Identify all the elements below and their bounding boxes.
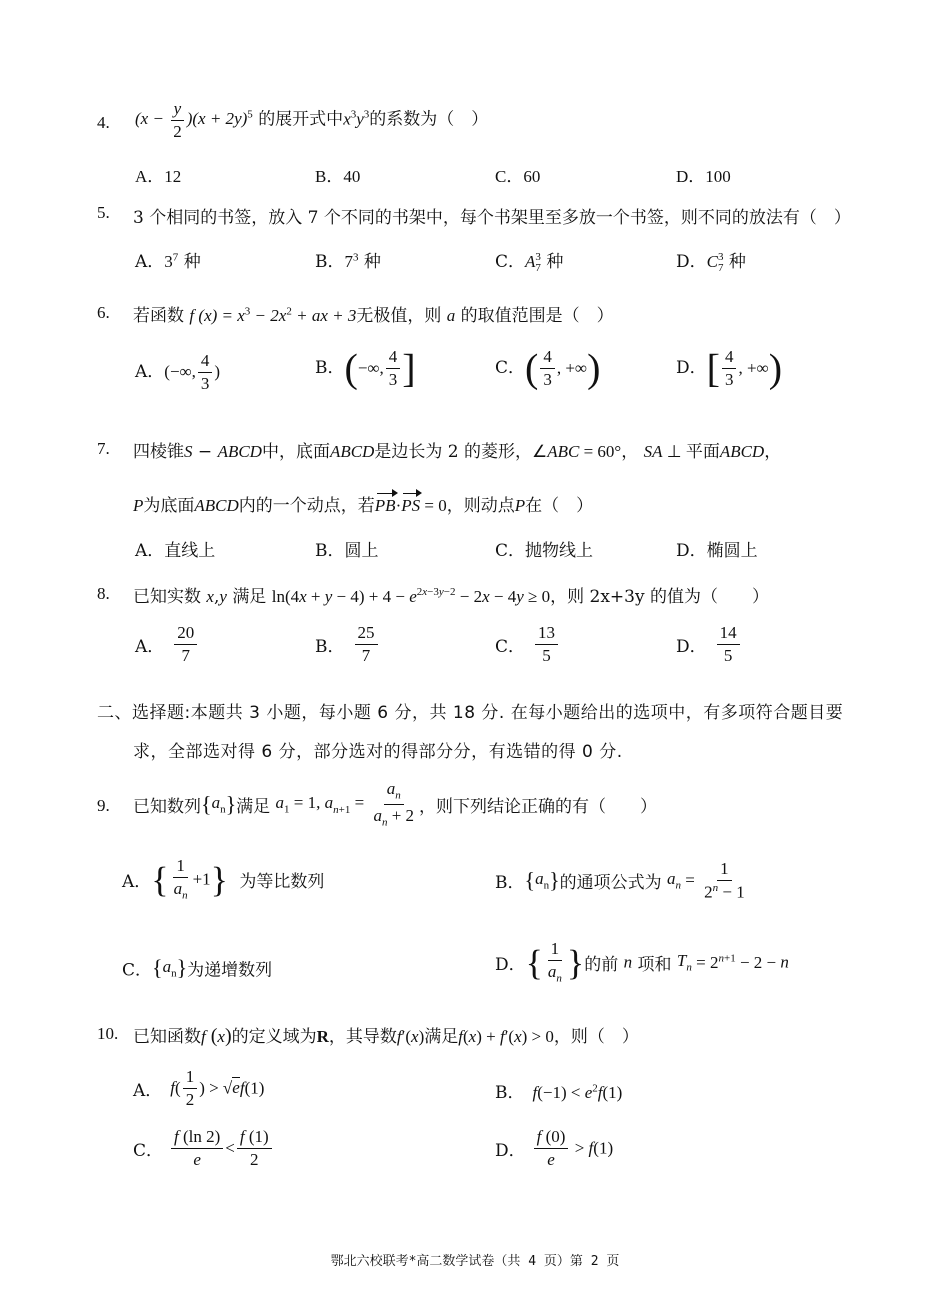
q6-number: 6.: [97, 303, 110, 322]
q9-text-b: 的通项公式为: [559, 873, 662, 894]
q9-stem-pre: 已知数列: [133, 796, 201, 817]
section2-line2: 求，全部选对得 6 分，部分选对的得部分分，有选错的得 0 分.: [133, 742, 623, 762]
q7-stem-line1: 四棱锥S − ABCD中，底面ABCD是边长为 2 的菱形，∠ABC = 60°， SA ⊥ 平面ABCD，: [133, 442, 782, 462]
q5-unit-b: 种: [363, 252, 381, 272]
q5-label-c: C．: [495, 252, 526, 272]
q8-label-b: B．: [315, 636, 345, 657]
q6-label-b: B．: [315, 357, 345, 378]
q7-text-a: 四棱锥: [133, 442, 184, 462]
q7-option-b[interactable]: B．圆上: [315, 541, 379, 561]
q8-b-num: 25: [355, 624, 378, 645]
q7-text-b: 中，底面: [261, 442, 330, 462]
q5-unit-c: 种: [546, 252, 564, 272]
q10-option-a[interactable]: A． f( $\frac{1}{2}$ ) > √ef(1): [133, 1067, 265, 1109]
q10-label-d: D．: [495, 1140, 526, 1161]
q7-text-c: 是边长为 2 的菱形，: [374, 442, 532, 462]
q4-option-b[interactable]: B．40: [315, 167, 361, 186]
q10-label-b: B．: [495, 1083, 525, 1103]
q7-text-h: 内的一个动点，若: [238, 496, 375, 516]
q7-option-d[interactable]: D．椭圆上: [676, 541, 758, 561]
q9-stem-mid: 满足: [236, 796, 271, 817]
q5-option-c[interactable]: C．A 3 7 种: [495, 250, 564, 274]
q7-option-c[interactable]: C．抛物线上: [495, 541, 594, 561]
q4-stem-tail: 的展开式中: [258, 109, 344, 130]
q5-option-a[interactable]: A．$3^7$ 种: [135, 251, 201, 272]
q4-option-d[interactable]: D．100: [676, 167, 731, 186]
q6-stem-pre: 若函数: [133, 306, 184, 326]
q10-text-c: ，其导数: [328, 1027, 397, 1047]
q10-text-d: 满足: [424, 1027, 459, 1047]
q8-label-a: A．: [135, 636, 165, 657]
q6-stem: 若函数 f $(x) = x^3 - 2x^2$ + ax + 3无极值，则 a 的取值范围是（ ）: [133, 305, 614, 326]
q9-option-a[interactable]: A．{ $\frac{1}{a_n}$ +1} 为等比数列: [122, 856, 325, 902]
q7-stem-line2: P为底面ABCD内的一个动点，若PB·PS = 0，则动点P在（ ）: [133, 496, 594, 516]
q6-option-c[interactable]: C．( $\frac{4}{3}$ , +∞): [495, 345, 601, 391]
q8-stem-end: ，则 2x+3y 的值为（ ）: [550, 587, 769, 607]
q8-option-c[interactable]: [495, 624, 560, 665]
q9-text-c: 为递增数列: [187, 960, 273, 981]
q6-function: f $(x) = x^3 - 2x^2$ + ax + 3: [189, 305, 357, 325]
q5-unit-d: 种: [728, 252, 746, 272]
q8-stem: 已知实数 x,y 满足 $\ln(4x + y - 4) + 4 - e^{2x-3y-2} - 2x - 4y \ge 0$，则 2x+3y 的值为（ ）: [133, 586, 769, 607]
q8-option-b[interactable]: [315, 624, 380, 665]
q5-number: 5.: [97, 203, 110, 222]
q9-stem: 已知数列$\{a_n\}$满足 $a_1 = 1$, $a_{n+1}$ = $\frac{a_n}{a_n + 2}$ ，则下列结论正确的有（ ）: [133, 779, 658, 829]
q8-a-den: 7: [181, 645, 191, 665]
q10-label-a: A．: [133, 1080, 163, 1101]
section2-line1: 二、选择题:本题共 3 小题，每小题 6 分，共 18 分. 在每小题给出的选项中，有多项符合题目要: [97, 703, 844, 723]
q8-option-d[interactable]: [676, 624, 742, 665]
q10-option-d[interactable]: D． $\frac{f (0)}{e}$ > f(1): [495, 1127, 614, 1169]
q8-option-a[interactable]: [135, 624, 199, 665]
q9-text-a: 为等比数列: [239, 871, 325, 892]
q6-option-b[interactable]: B．(−∞, $\frac{4}{3}$ ]: [315, 345, 416, 391]
q7-text-e: 平面: [685, 442, 720, 462]
q9-text-d: 的前: [584, 954, 619, 975]
q10-option-c[interactable]: C． $\frac{f (\ln 2)}{e}$ < $\frac{f (1)}{2}$: [133, 1128, 274, 1169]
q9-stem-end: ，则下列结论正确的有（ ）: [419, 796, 658, 817]
q7-number: 7.: [97, 439, 110, 458]
q5-label-a: A．: [135, 252, 165, 272]
q9-text-d2: 项和: [637, 954, 672, 975]
q4-option-c[interactable]: C．60: [495, 167, 541, 186]
q6-label-d: D．: [676, 357, 707, 378]
q9-label-a: A．: [122, 871, 152, 892]
q9-option-b[interactable]: B．$\{a_n\}$的通项公式为 $a_n$ = $\frac{1}{2^n - 1}$: [495, 859, 745, 902]
q10-option-b[interactable]: B． $f(-1) < e^2f(1)$: [495, 1082, 623, 1103]
q6-option-a[interactable]: A．(−∞, $\frac{4}{3}$ ): [135, 351, 221, 393]
q10-text-e: ，则（ ）: [553, 1027, 639, 1047]
q8-stem-mid: 满足: [232, 587, 267, 607]
q4-stem: (x − $\frac{y}{2}$ )$(x + 2y)^5$ 的展开式中$x^3y^3$的系数为（ ）: [135, 99, 489, 141]
q8-stem-pre: 已知实数: [133, 587, 201, 607]
q6-stem-mid: 无极值，则: [356, 306, 442, 326]
q6-label-a: A．: [135, 361, 165, 382]
q7-text-g: 为底面: [143, 496, 195, 516]
q10-number: 10.: [97, 1024, 119, 1043]
q10-label-c: C．: [133, 1140, 164, 1161]
q9-number: 9.: [97, 796, 110, 815]
q8-label-d: D．: [676, 636, 707, 657]
q7-text-d: ，: [621, 442, 639, 462]
q8-d-num: 14: [717, 624, 740, 645]
q4-formula: (x − $\frac{y}{2}$ )$(x + 2y)^5$: [135, 99, 253, 141]
q6-label-c: C．: [495, 357, 526, 378]
q8-b-den: 7: [361, 645, 371, 665]
q6-stem-end: 的取值范围是（ ）: [460, 306, 614, 326]
q4-option-a[interactable]: A．12: [135, 167, 182, 186]
q8-a-num: 20: [174, 624, 197, 645]
page-footer: 鄂北六校联考*高二数学试卷（共 4 页）第 2 页: [330, 1254, 620, 1269]
q8-number: 8.: [97, 584, 110, 603]
q9-label-c: C．: [122, 960, 153, 981]
q4-stem-end: 的系数为（ ）: [369, 109, 489, 130]
q8-label-c: C．: [495, 636, 526, 657]
q7-text-i: ，则动点: [446, 496, 515, 516]
q9-option-c[interactable]: C．$\{a_n\}$为递增数列: [122, 955, 273, 981]
q5-option-d[interactable]: D．C 3 7 种: [676, 250, 746, 274]
q5-stem: 3 个相同的书签，放入 7 个不同的书架中，每个书架里至多放一个书签，则不同的放法有（ ）: [133, 208, 851, 228]
q6-option-d[interactable]: D．[ $\frac{4}{3}$ , +∞): [676, 345, 783, 391]
q8-c-num: 13: [535, 624, 558, 645]
q9-label-b: B．: [495, 873, 525, 894]
q9-label-d: D．: [495, 954, 526, 975]
q10-stem: 已知函数f (x)的定义域为R，其导数f′(x)满足f(x) + f′(x) > 0，则（ ）: [133, 1025, 639, 1047]
q7-text-f: ，: [764, 442, 782, 462]
q10-text-b: 的定义域为: [231, 1027, 317, 1047]
q5-label-d: D．: [676, 252, 707, 272]
q5-unit-a: 种: [183, 252, 201, 272]
q10-text-a: 已知函数: [133, 1027, 201, 1047]
q5-label-b: B．: [315, 252, 345, 272]
q4-number: 4.: [97, 113, 110, 132]
q9-option-d[interactable]: D．{ $\frac{1}{a_n}$ }的前 n 项和 $T_n = 2^{n+1} - 2 - n$: [495, 939, 789, 985]
q5-option-b[interactable]: B．$7^3$ 种: [315, 251, 381, 272]
q8-c-den: 5: [542, 645, 551, 665]
q7-text-j: 在（ ）: [525, 496, 594, 516]
q7-option-a[interactable]: A．直线上: [135, 541, 216, 561]
q8-d-den: 5: [723, 645, 733, 665]
